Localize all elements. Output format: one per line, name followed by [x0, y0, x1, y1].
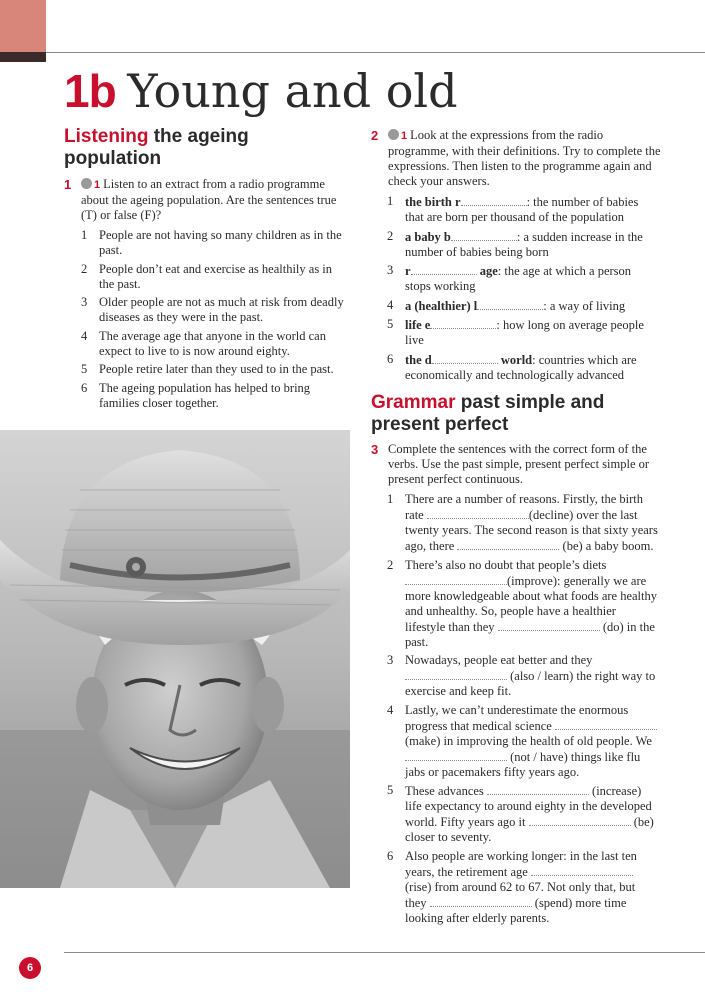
exercise-1-instruction — [64, 177, 348, 223]
answer-blank[interactable] — [432, 352, 498, 364]
answer-blank[interactable] — [529, 814, 631, 826]
listening-heading-red: Listening — [64, 126, 149, 147]
list-item: 6 The ageing population has helped to bring families closer together. — [81, 380, 311, 410]
answer-blank[interactable] — [411, 263, 477, 275]
grammar-heading-rest: past simple and — [460, 392, 605, 413]
list-item: 5 These advances (increase) life expectancy to around eighty in the developed world. Fifty years ago it (be) closer to seventy. — [387, 783, 654, 845]
unit-title: Young and old — [127, 64, 458, 118]
track-number: 1 — [401, 130, 408, 142]
listening-heading-rest: the ageing — [153, 126, 249, 147]
answer-blank[interactable] — [531, 864, 633, 876]
grammar-heading-red: Grammar — [371, 392, 456, 413]
photo-old-man-in-straw-hat — [0, 430, 350, 888]
corner-strip — [0, 52, 46, 62]
page-number: 6 — [19, 957, 41, 979]
list-item: 5 life e : how long on average people live — [387, 317, 644, 348]
list-item: 4 Lastly, we can’t underestimate the enormous progress that medical science (make) in improving the health of old people. We (not / have) things like flu jabs or pacemakers fifty years ago. — [387, 703, 659, 780]
list-item: 2 People don’t eat and exercise as healthily as in the past. — [81, 261, 333, 291]
list-item: 5 People retire later than they used to in the past. — [81, 362, 334, 377]
list-item: 4 The average age that anyone in the world can expect to live to is now around eighty. — [81, 328, 326, 358]
list-item: 6 Also people are working longer: in the last ten years, the retirement age (rise) from around 62 to 67. Not only that, but they (spend) more time looking after elderly parents. — [387, 848, 637, 925]
page-title — [64, 66, 458, 117]
answer-blank[interactable] — [405, 749, 507, 761]
answer-blank[interactable] — [405, 573, 507, 585]
answer-blank[interactable] — [457, 538, 559, 550]
list-item: 1 There are a number of reasons. Firstly, the birth rate (decline) over the last twenty years. The second reason is that sixty years ago, there (be) a baby boom. — [387, 492, 658, 553]
answer-blank[interactable] — [498, 619, 600, 631]
list-item: 1 People are not having so many children as in the past. — [81, 228, 342, 257]
answer-blank[interactable] — [461, 194, 527, 206]
list-item: 6 the d world: countries which are economically and technologically advanced — [387, 351, 637, 382]
corner-decoration — [0, 0, 46, 52]
list-item: 2 There’s also no doubt that people’s diets (improve): generally we are more knowledgeable about what foods are healthy and unhealthy. So, people have a healthier lifestyle than they (do) in the past. — [387, 557, 657, 649]
answer-blank[interactable] — [427, 507, 529, 519]
list-item: 4 a (healthier) l : a way of living — [387, 297, 626, 313]
listening-heading-line2: population — [64, 148, 162, 169]
answer-blank[interactable] — [430, 895, 532, 907]
exercise-1-list — [81, 228, 349, 415]
list-item: 3 Older people are not as much at risk from deadly diseases as they were in the past. — [81, 295, 344, 325]
exercise-2-number: 2 — [371, 128, 379, 143]
instruction-text: Complete the sentences with the correct form of the verbs. Use the past simple, present perfect simple or present perfect continuous. — [388, 442, 650, 486]
exercise-3-instruction — [371, 442, 661, 487]
exercise-3-number: 3 — [371, 442, 379, 457]
cd-icon[interactable] — [81, 178, 92, 189]
answer-blank[interactable] — [451, 229, 517, 241]
grammar-heading — [371, 392, 671, 436]
answer-blank[interactable] — [477, 298, 543, 310]
answer-blank[interactable] — [487, 783, 589, 795]
exercise-3-list — [387, 492, 659, 930]
list-item: 2 a baby b : a sudden increase in the number of babies being born — [387, 228, 643, 259]
answer-blank[interactable] — [405, 668, 507, 680]
list-item: 1 the birth r : the number of babies that are born per thousand of the population — [387, 194, 639, 224]
answer-blank[interactable] — [555, 718, 657, 730]
track-number: 1 — [94, 179, 101, 191]
answer-blank[interactable] — [430, 317, 496, 329]
cd-icon[interactable] — [388, 129, 399, 140]
listening-heading — [64, 126, 344, 170]
instruction-text: Look at the expressions from the radio programme, with their definitions. Try to complete the expressions. Then listen to the programme again and check your answers. — [388, 128, 661, 188]
bottom-rule — [64, 952, 705, 953]
list-item: 3 Nowadays, people eat better and they (also / learn) the right way to exercise and keep fit. — [387, 653, 656, 699]
instruction-text: Listen to an extract from a radio programme about the ageing population. Are the sentences true (T) or false (F)? — [81, 177, 337, 222]
exercise-2-list — [387, 194, 659, 387]
exercise-1-number: 1 — [64, 177, 72, 192]
exercise-2-instruction — [371, 128, 661, 189]
list-item: 3 r age: the age at which a person stops working — [387, 263, 632, 294]
grammar-heading-line2: present perfect — [371, 414, 509, 435]
top-rule — [46, 52, 705, 53]
unit-number: 1b — [64, 65, 116, 117]
